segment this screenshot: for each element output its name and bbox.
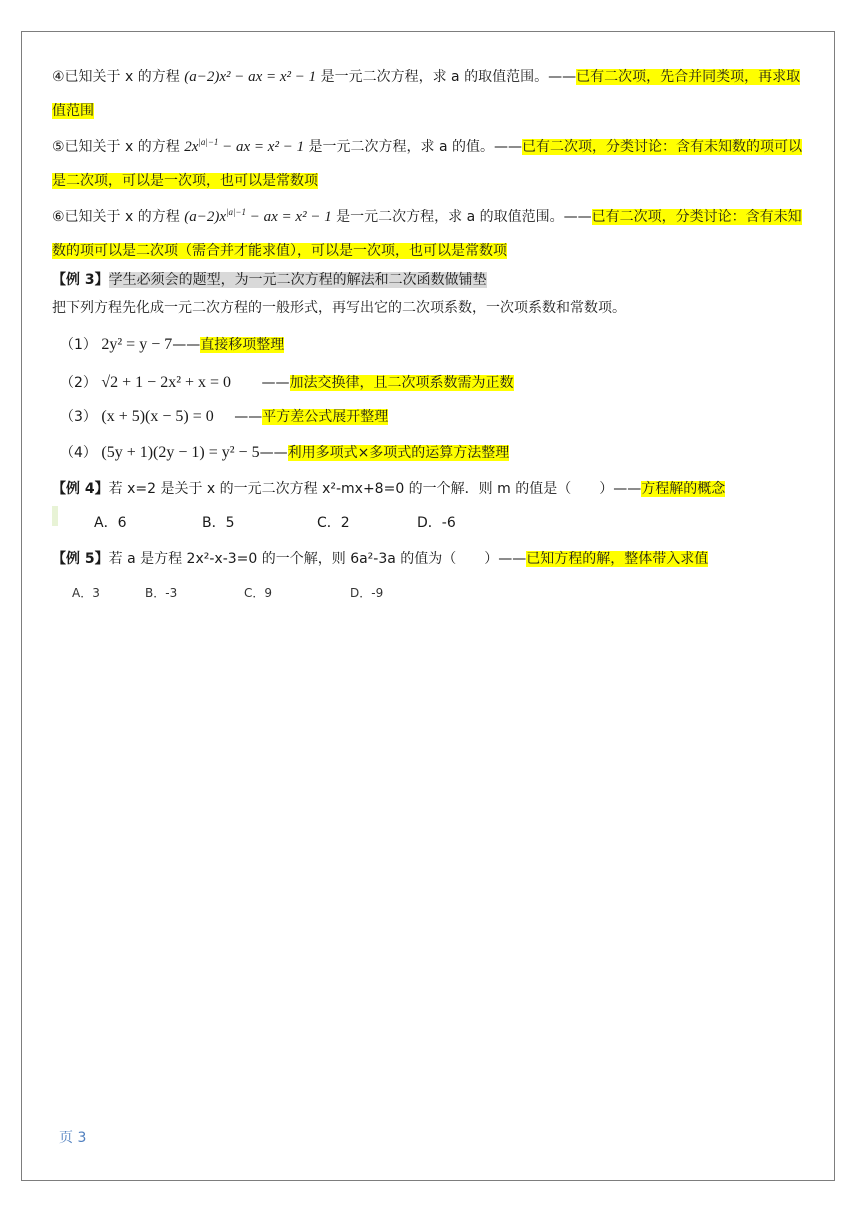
item-4-equation: (a−2)x² − ax = x² − 1: [184, 69, 317, 85]
example-5-choice-d: D．-9: [350, 586, 384, 600]
example-5-choice-b: B．-3: [145, 586, 178, 600]
example-5-note: 已知方程的解，整体带入求值: [526, 551, 709, 567]
item-6-suffix: 是一元二次方程，求 a 的取值范围。——: [336, 209, 592, 225]
eq-4-number: （4）: [60, 445, 97, 461]
eq-3-number: （3）: [60, 409, 97, 425]
item-6: [52, 200, 812, 268]
eq-1-dash: ——: [172, 337, 201, 353]
item-4-prefix: ④已知关于 x 的方程: [52, 69, 180, 85]
item-6-prefix: ⑥已知关于 x 的方程: [52, 209, 180, 225]
example-5: [52, 542, 812, 576]
item-6-note: 已有二次项，分类讨论：含有未知数的项可以是二次项（需合并才能求值），可以是一次项，也可以是常数项: [52, 209, 802, 259]
example-5-choice-a: A．3: [72, 586, 100, 600]
item-5-eq-rest: − ax = x² − 1: [218, 139, 305, 155]
example-5-text: 若 a 是方程 2x²-x-3=0 的一个解，则 6a²-3a 的值为（ ）——: [108, 551, 527, 567]
item-5-prefix: ⑤已知关于 x 的方程: [52, 139, 180, 155]
eq-4-dash: ——: [259, 445, 288, 461]
item-4: [52, 60, 812, 128]
eq-1-note: 直接移项整理: [200, 337, 285, 353]
example-3-eq-1: [52, 328, 812, 362]
example-4-choice-b: B．5: [202, 515, 235, 531]
item-4-suffix: 是一元二次方程，求 a 的取值范围。——: [320, 69, 577, 85]
item-6-eq-base: (a−2)x: [184, 209, 226, 225]
item-5-eq-base: 2x: [184, 139, 199, 155]
example-3-heading: [52, 268, 812, 292]
example-4-note: 方程解的概念: [641, 481, 726, 497]
item-4-note: 已有二次项，先合并同类项，再求取值范围: [52, 69, 801, 119]
example-3-eq-3: [52, 400, 812, 434]
example-3-tag: 【例 3】: [52, 272, 109, 288]
eq-2-formula: √2 + 1 − 2x² + x = 0: [101, 374, 232, 391]
item-6-equation: [184, 209, 332, 225]
example-4-tag: 【例 4】: [52, 481, 109, 497]
eq-1-formula: 2y² = y − 7: [101, 336, 173, 353]
eq-2-number: （2）: [60, 375, 97, 391]
example-5-choice-c: C．9: [244, 586, 273, 600]
example-3-eq-2: [52, 366, 812, 400]
document-content: [52, 60, 812, 610]
item-5-suffix: 是一元二次方程，求 a 的值。——: [308, 139, 523, 155]
example-5-choices: [52, 576, 812, 610]
eq-3-dash: ——: [234, 409, 263, 425]
margin-marker: [52, 506, 58, 526]
item-6-eq-exponent: |a|−1: [225, 207, 247, 217]
example-4-choices: [52, 506, 812, 540]
item-5-note: 已有二次项，分类讨论：含有未知数的项可以是二次项，可以是一次项，也可以是常数项: [52, 139, 803, 189]
eq-3-note: 平方差公式展开整理: [262, 409, 389, 425]
page-number: 页 3: [59, 1130, 87, 1146]
eq-4-formula: (5y + 1)(2y − 1) = y² − 5: [101, 444, 260, 461]
item-5-eq-exponent: |a|−1: [198, 137, 219, 147]
example-4-choice-c: C．2: [317, 515, 350, 531]
item-5-equation: [184, 139, 304, 155]
example-4-choice-a: A．6: [94, 515, 127, 531]
example-4-choice-d: D．-6: [417, 515, 456, 531]
example-3-instruction: 把下列方程先化成一元二次方程的一般形式，再写出它的二次项系数，一次项系数和常数项。: [52, 300, 626, 316]
eq-2-note: 加法交换律，且二次项系数需为正数: [289, 375, 514, 391]
example-4: [52, 472, 812, 506]
example-3-eq-4: [52, 436, 812, 470]
eq-1-number: （1）: [60, 337, 97, 353]
example-5-tag: 【例 5】: [52, 551, 109, 567]
example-3-title: 学生必须会的题型，为一元二次方程的解法和二次函数做铺垫: [108, 272, 487, 288]
eq-4-note: 利用多项式×多项式的运算方法整理: [287, 445, 510, 461]
item-5: [52, 130, 812, 198]
eq-2-dash: ——: [261, 375, 290, 391]
eq-3-formula: (x + 5)(x − 5) = 0: [101, 408, 214, 425]
item-6-eq-rest: − ax = x² − 1: [246, 209, 332, 225]
example-4-text: 若 x=2 是关于 x 的一元二次方程 x²-mx+8=0 的一个解．则 m 的值是（ ）——: [108, 481, 642, 497]
